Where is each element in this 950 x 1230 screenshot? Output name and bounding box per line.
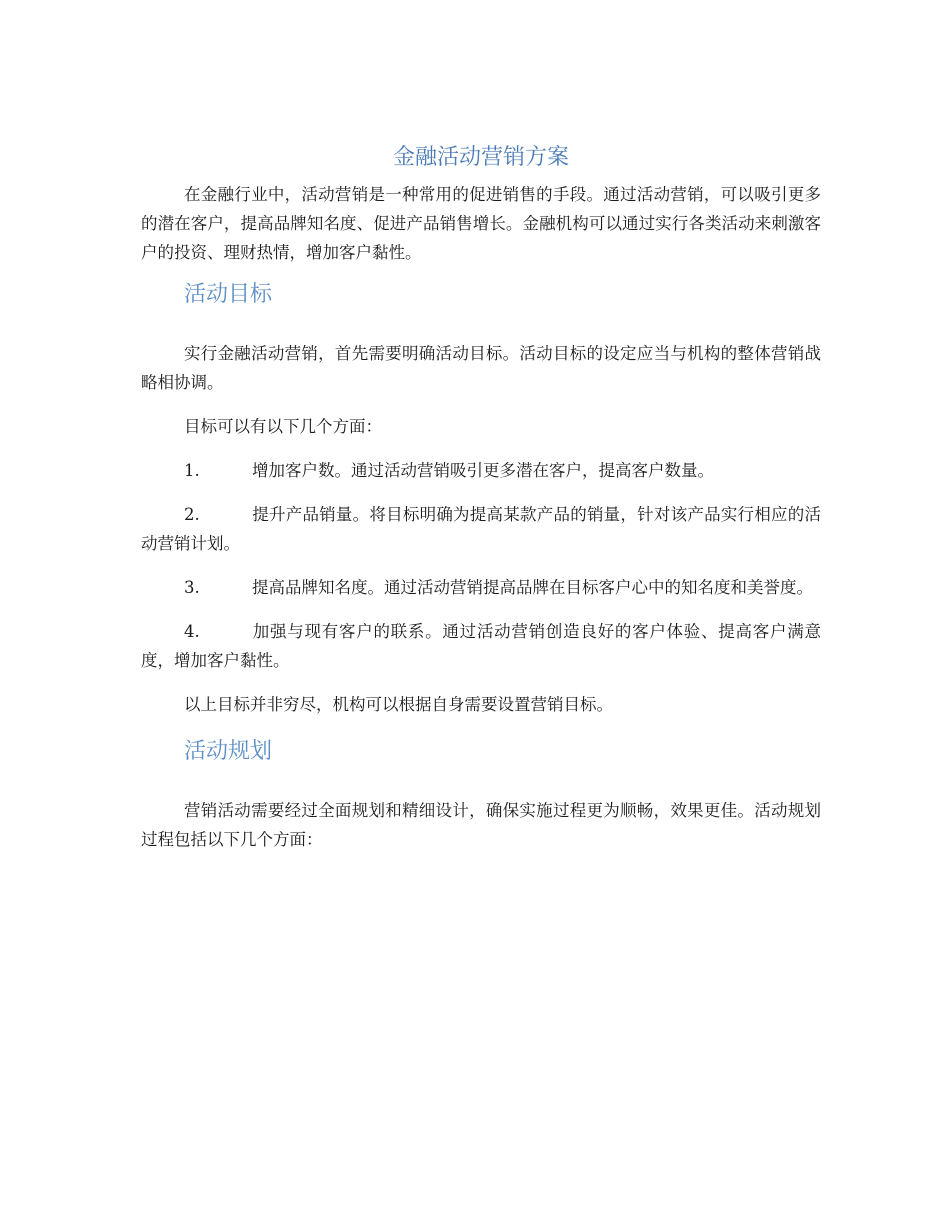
list-item-text: 提升产品销量。将目标明确为提高某款产品的销量，针对该产品实行相应的活动营销计划。	[141, 505, 821, 553]
planning-paragraph-1: 营销活动需要经过全面规划和精细设计，确保实施过程更为顺畅，效果更佳。活动规划过程包括以下几个方面：	[141, 801, 821, 849]
list-item-text: 加强与现有客户的联系。通过活动营销创造良好的客户体验、提高客户满意度，增加客户黏性。	[141, 622, 821, 670]
goal-list-item	[141, 456, 821, 485]
goal-list-item	[141, 617, 821, 675]
list-item-text: 提高品牌知名度。通过活动营销提高品牌在目标客户心中的知名度和美誉度。	[252, 578, 813, 597]
section-heading-goals: 活动目标	[184, 282, 273, 307]
section-heading-planning: 活动规划	[184, 739, 273, 764]
goal-list-item	[141, 573, 821, 602]
goals-paragraph-1: 实行金融活动营销，首先需要明确活动目标。活动目标的设定应当与机构的整体营销战略相协调。	[141, 344, 821, 392]
list-item-number: 3.	[184, 578, 200, 597]
document-title: 金融活动营销方案	[392, 145, 569, 170]
goals-paragraph-2: 目标可以有以下几个方面：	[184, 417, 382, 436]
goals-paragraph-3: 以上目标并非穷尽，机构可以根据自身需要设置营销目标。	[184, 695, 613, 714]
goal-list-item	[141, 500, 821, 558]
intro-paragraph: 在金融行业中，活动营销是一种常用的促进销售的手段。通过活动营销，可以吸引更多的潜在客户，提高品牌知名度、促进产品销售增长。金融机构可以通过实行各类活动来刺激客户的投资、理财热情，增加客户黏性。	[141, 185, 821, 262]
document-body	[141, 140, 821, 869]
list-item-number: 2.	[184, 505, 200, 524]
list-item-text: 增加客户数。通过活动营销吸引更多潜在客户，提高客户数量。	[252, 461, 714, 480]
list-item-number: 1.	[184, 461, 200, 480]
list-item-number: 4.	[184, 622, 200, 641]
